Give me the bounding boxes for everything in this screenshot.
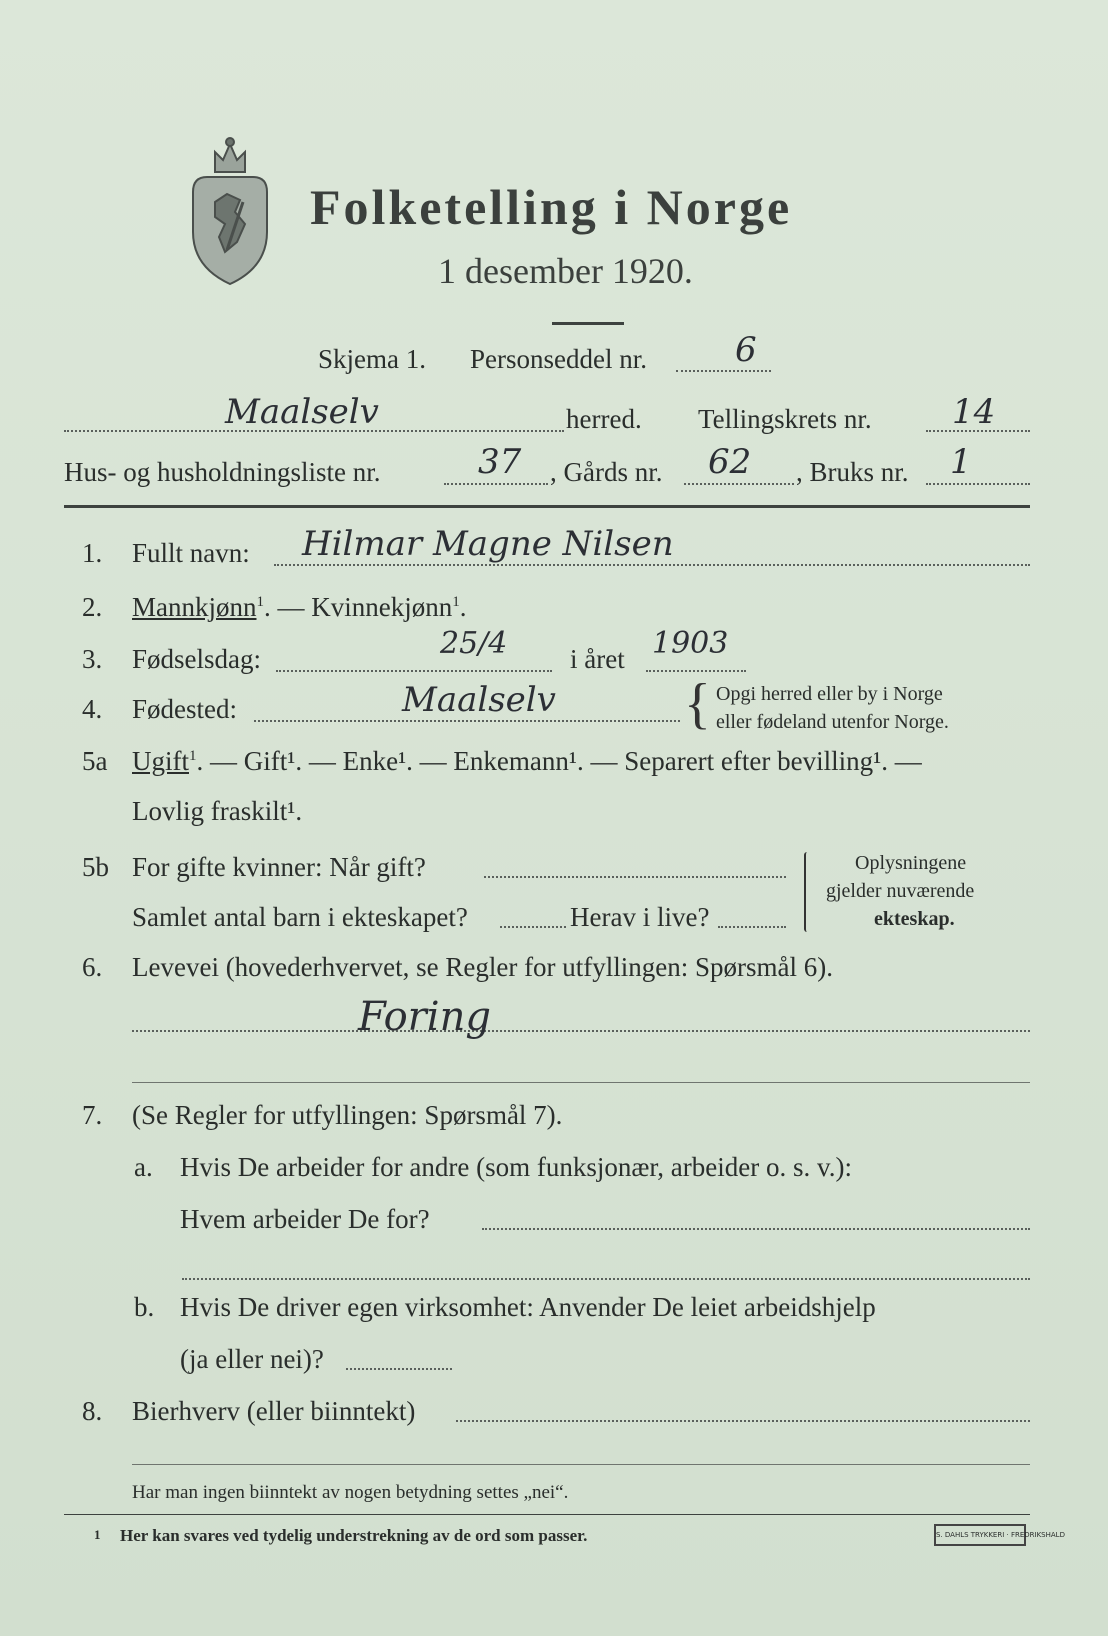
q5b-note-line1: Oplysningene xyxy=(855,852,967,874)
q8-label: Bierhverv (eller biinntekt) xyxy=(132,1396,416,1426)
q5b-line1: For gifte kvinner: Når gift? xyxy=(132,852,426,882)
q6-line1 xyxy=(132,1030,1030,1032)
occupation-value: Foring xyxy=(358,994,491,1040)
mannkjonn-option: Mannkjønn xyxy=(132,592,257,622)
q7a-line2: Hvem arbeider De for? xyxy=(180,1204,430,1234)
tellingskrets-label: Tellingskrets nr. xyxy=(698,404,872,434)
q5a-options: Ugift$^1$. — Gift¹. — Enke¹. — Enkemann¹. — Separert efter bevilling¹. — xyxy=(132,746,922,776)
q7-number: 7. xyxy=(82,1100,103,1130)
q3-number: 3. xyxy=(82,644,103,674)
q5b-alive-line xyxy=(718,926,786,928)
personseddel-line xyxy=(676,370,771,372)
coat-of-arms-icon xyxy=(185,132,275,292)
q7b-line2: (ja eller nei)? xyxy=(180,1344,324,1374)
gards-label: , Gårds nr. xyxy=(550,457,663,487)
q3-day-line xyxy=(276,670,552,672)
footer-note: Har man ingen biinntekt av nogen betydning settes „nei“. xyxy=(132,1482,569,1503)
q4-brace: { xyxy=(684,673,711,735)
title-divider xyxy=(552,322,624,325)
q4-note-line1: Opgi herred eller by i Norge xyxy=(716,683,943,705)
herred-label: herred. xyxy=(566,404,642,434)
header-rule xyxy=(64,505,1030,508)
q5b-note-line2: gjelder nuværende xyxy=(826,880,975,902)
gards-line xyxy=(684,483,794,485)
q7a-line1: Hvis De arbeider for andre (som funksjonær, arbeider o. s. v.): xyxy=(180,1152,852,1182)
q2-options: Mannkjønn$^1$. — Kvinnekjønn$^1$. xyxy=(132,592,467,622)
q6-number: 6. xyxy=(82,952,103,982)
schema-label: Skjema 1. xyxy=(318,344,426,374)
herred-value: Maalselv xyxy=(225,392,379,432)
q3-label: Fødselsdag: xyxy=(132,644,262,674)
bruks-line xyxy=(926,483,1030,485)
q8-line2 xyxy=(132,1464,1030,1465)
q5b-note-line3: ekteskap. xyxy=(874,908,955,930)
q5a-number: 5a xyxy=(82,746,108,776)
q5b-number: 5b xyxy=(82,852,109,882)
kvinnekjonn-option: Kvinnekjønn xyxy=(311,592,453,622)
form-title: Folketelling i Norge xyxy=(310,179,793,235)
q5b-married-line xyxy=(484,876,786,878)
printer-stamp: S. DAHLS TRYKKERI · FREDRIKSHALD xyxy=(934,1524,1026,1546)
bruks-value: 1 xyxy=(950,442,972,482)
birth-day-value: 25/4 xyxy=(440,626,508,661)
ugift-option: Ugift xyxy=(132,746,189,776)
census-date: 1 desember 1920. xyxy=(438,251,693,291)
q7a-letter: a. xyxy=(134,1152,153,1182)
q7a-line-extra xyxy=(182,1278,1030,1280)
year-label: i året xyxy=(570,644,625,674)
q8-line1 xyxy=(456,1420,1030,1422)
q4-label: Fødested: xyxy=(132,694,237,724)
personseddel-label: Personseddel nr. xyxy=(470,344,647,374)
q5b-children-line xyxy=(500,926,566,928)
q7b-line xyxy=(346,1368,452,1370)
q5b-line2a: Samlet antal barn i ekteskapet? xyxy=(132,902,468,932)
birth-year-value: 1903 xyxy=(652,626,729,661)
footnote-number: 1 xyxy=(94,1527,101,1542)
birthplace-value: Maalselv xyxy=(402,680,556,720)
full-name-value: Hilmar Magne Nilsen xyxy=(302,524,674,564)
personseddel-value: 6 xyxy=(735,330,757,370)
q1-number: 1. xyxy=(82,538,103,568)
q7a-line xyxy=(482,1228,1030,1230)
q5a-line2: Lovlig fraskilt¹. xyxy=(132,796,303,826)
q8-number: 8. xyxy=(82,1396,103,1426)
tellingskrets-value: 14 xyxy=(952,392,996,432)
q5b-line2b: Herav i live? xyxy=(570,902,710,932)
hus-line xyxy=(444,483,548,485)
q5b-bracket xyxy=(804,852,810,932)
footer-rule xyxy=(64,1514,1030,1515)
q7b-line1: Hvis De driver egen virksomhet: Anvender De leiet arbeidshjelp xyxy=(180,1292,876,1322)
q6-label: Levevei (hovederhvervet, se Regler for utfyllingen: Spørsmål 6). xyxy=(132,952,834,982)
q1-label: Fullt navn: xyxy=(132,538,250,568)
footnote-text: Her kan svares ved tydelig understrekning av de ord som passer. xyxy=(120,1526,588,1545)
q1-line xyxy=(274,564,1030,566)
hus-value: 37 xyxy=(478,442,522,482)
q4-note-line2: eller fødeland utenfor Norge. xyxy=(716,711,949,733)
q6-line2 xyxy=(132,1082,1030,1083)
hus-label: Hus- og husholdningsliste nr. xyxy=(64,457,381,487)
gards-value: 62 xyxy=(708,442,752,482)
q7-label: (Se Regler for utfyllingen: Spørsmål 7). xyxy=(132,1100,563,1130)
q7b-letter: b. xyxy=(134,1292,155,1322)
q4-line xyxy=(254,720,680,722)
bruks-label: , Bruks nr. xyxy=(796,457,909,487)
q2-number: 2. xyxy=(82,592,103,622)
q4-number: 4. xyxy=(82,694,103,724)
